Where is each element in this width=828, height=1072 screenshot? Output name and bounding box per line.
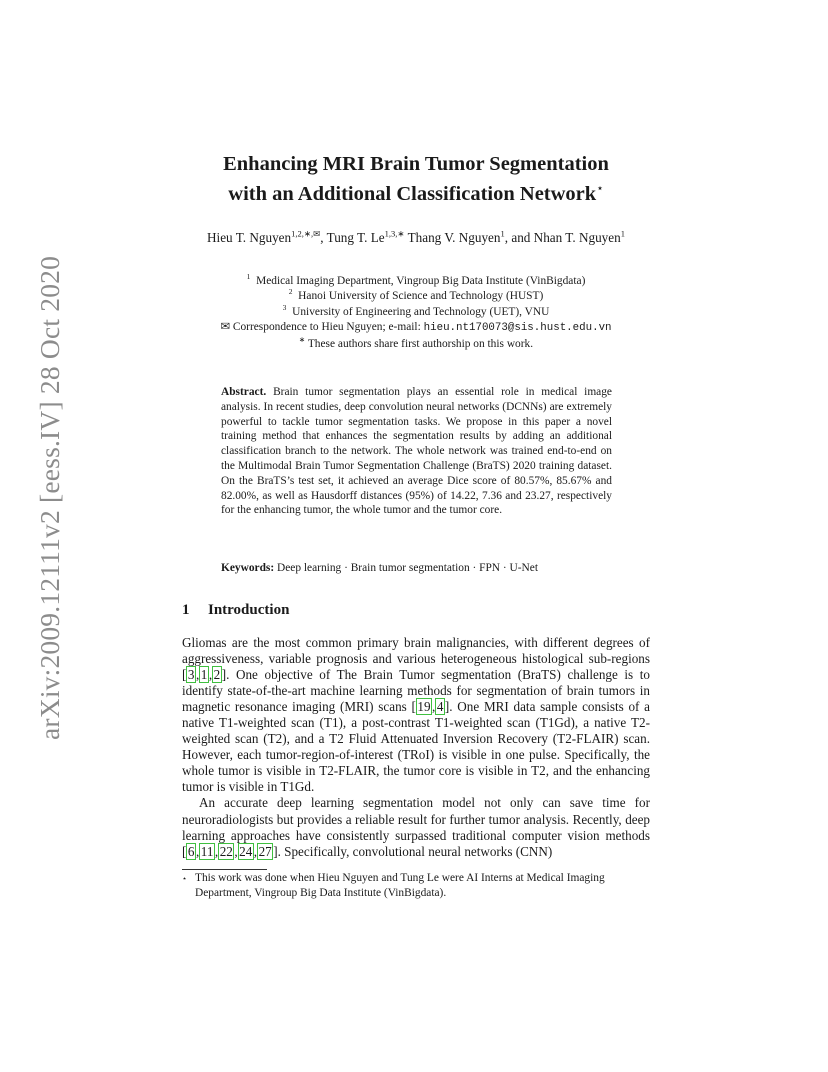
author-2: , Tung T. Le bbox=[320, 230, 385, 245]
affiliation-1: $^1$ Medical Imaging Department, Vingroup Big Data Institute (VinBigdata) bbox=[246, 272, 586, 287]
paper-title bbox=[160, 152, 672, 206]
keywords bbox=[221, 561, 612, 576]
footnote-mark: ⋆ bbox=[182, 874, 188, 883]
envelope-icon: ✉ bbox=[220, 321, 231, 334]
paragraph-1: Gliomas are the most common primary brain malignancies, with different degrees of aggressiveness, variable prognosis and various heterogeneous histological sub-regions [ 3 , 1 , 2 ]. One objective of The Brain Tumor segmentation (BraTS) challenge is to identify state-of-the-art machine learning methods for segmentation of brain tumors in magnetic resonance imaging (MRI) scans [ 19 , 4 ]. One MRI data sample consists of a native T1-weighted scan (T1), a post-contrast T1-weighted scan (T1Gd), a native T2-weighted scan (T2), and a T2 Fluid Attenuated Inversion Recovery (T2-FLAIR) scan. However, each tumor-region-of-interest (TRoI) is visible in one pulse. Specifically, the whole tumor is visible in T2-FLAIR, the tumor core is visible in T2, and the enhancing tumor is visible in T1Gd. bbox=[182, 635, 650, 795]
arxiv-identifier-stamp: arXiv:2009.12111v2 [eess.IV] 28 Oct 2020 bbox=[34, 255, 65, 740]
author-1: Hieu T. Nguyen bbox=[207, 230, 292, 245]
citation-link[interactable]: 22 bbox=[219, 843, 233, 859]
equal-contribution-note: ∗ These authors share first authorship on this work. bbox=[298, 334, 534, 350]
introduction-body bbox=[182, 635, 650, 860]
author-3-affil: 1 bbox=[500, 228, 505, 239]
section-heading-introduction bbox=[182, 602, 289, 619]
author-4: , and Nhan T. Nguyen bbox=[504, 230, 621, 245]
title-line-2: with an Additional Classification Network bbox=[228, 182, 597, 205]
author-4-affil: 1 bbox=[620, 228, 625, 239]
title-line-1: Enhancing MRI Brain Tumor Segmentation bbox=[223, 153, 609, 175]
abstract-text: Brain tumor segmentation plays an essential role in medical image analysis. In recent studies, deep convolution neural networks (DCNNs) are extremely powerful to tackle tumor segmentation tasks. We propose in this paper a novel training method that enhances the segmentation results by adding an additional classification branch to the network. The whole network was trained end-to-end on the Multimodal Brain Tumor Segmentation Challenge (BraTS) 2020 training dataset. On the BraTS’s test set, it achieved an average Dice score of 80.57%, 85.67% and 82.00%, as well as Hausdorff distances (95%) of 14.22, 7.36 and 23.27, respectively for the enhancing tumor, the whole tumor and the tumor core. bbox=[221, 386, 612, 517]
citation-link[interactable]: 1 bbox=[200, 667, 208, 683]
citation-link[interactable]: 11 bbox=[200, 843, 214, 859]
affiliations-block bbox=[160, 274, 672, 352]
footnote-divider bbox=[182, 869, 267, 870]
affiliation-2: $^2$ Hanoi University of Science and Technology (HUST) bbox=[288, 287, 544, 303]
abstract-label: Abstract. bbox=[221, 386, 267, 398]
correspondence-email[interactable]: hieu.nt170073@sis.hust.edu.vn bbox=[423, 322, 612, 335]
correspondence-line: ✉ Correspondence to Hieu Nguyen; e-mail: hieu.nt170073@sis.hust.edu.vn bbox=[220, 321, 612, 335]
footnote-text: This work was done when Hieu Nguyen and Tung Le were AI Interns at Medical Imaging Department, Vingroup Big Data Institute (VinBigdata). bbox=[195, 872, 605, 899]
abstract bbox=[221, 385, 612, 518]
citation-link[interactable]: 27 bbox=[258, 843, 272, 859]
author-1-affil: 1,2,∗,✉ bbox=[291, 228, 321, 239]
author-2-affil: 1,3,∗ bbox=[384, 228, 405, 239]
title-footnote-mark: ⋆ bbox=[596, 181, 604, 195]
affiliation-3: $^3$ University of Engineering and Technology (UET), VNU bbox=[282, 303, 550, 318]
section-title: Introduction bbox=[208, 602, 290, 618]
author-3: Thang V. Nguyen bbox=[404, 230, 501, 245]
section-number: 1 bbox=[182, 602, 190, 618]
citation-link[interactable]: 19 bbox=[417, 699, 431, 715]
citation-link[interactable]: 3 bbox=[187, 667, 195, 683]
paragraph-2: An accurate deep learning segmentation model not only can save time for neuroradiologists but provides a reliable result for further tumor analysis. Recently, deep learning approaches have consistently surpassed traditional computer vision methods [ 6 , 11 , 22 , 24 , 27 ]. Specifically, convolutional neural networks (CNN) bbox=[182, 795, 650, 859]
author-list bbox=[190, 229, 642, 247]
keywords-label: Keywords: bbox=[221, 562, 275, 574]
footnote bbox=[182, 871, 650, 901]
citation-link[interactable]: 24 bbox=[239, 843, 253, 859]
citation-link[interactable]: 2 bbox=[213, 667, 221, 683]
keywords-text: Deep learning · Brain tumor segmentation · FPN · U-Net bbox=[277, 562, 538, 574]
citation-link[interactable]: 4 bbox=[436, 699, 444, 715]
citation-link[interactable]: 6 bbox=[187, 843, 195, 859]
